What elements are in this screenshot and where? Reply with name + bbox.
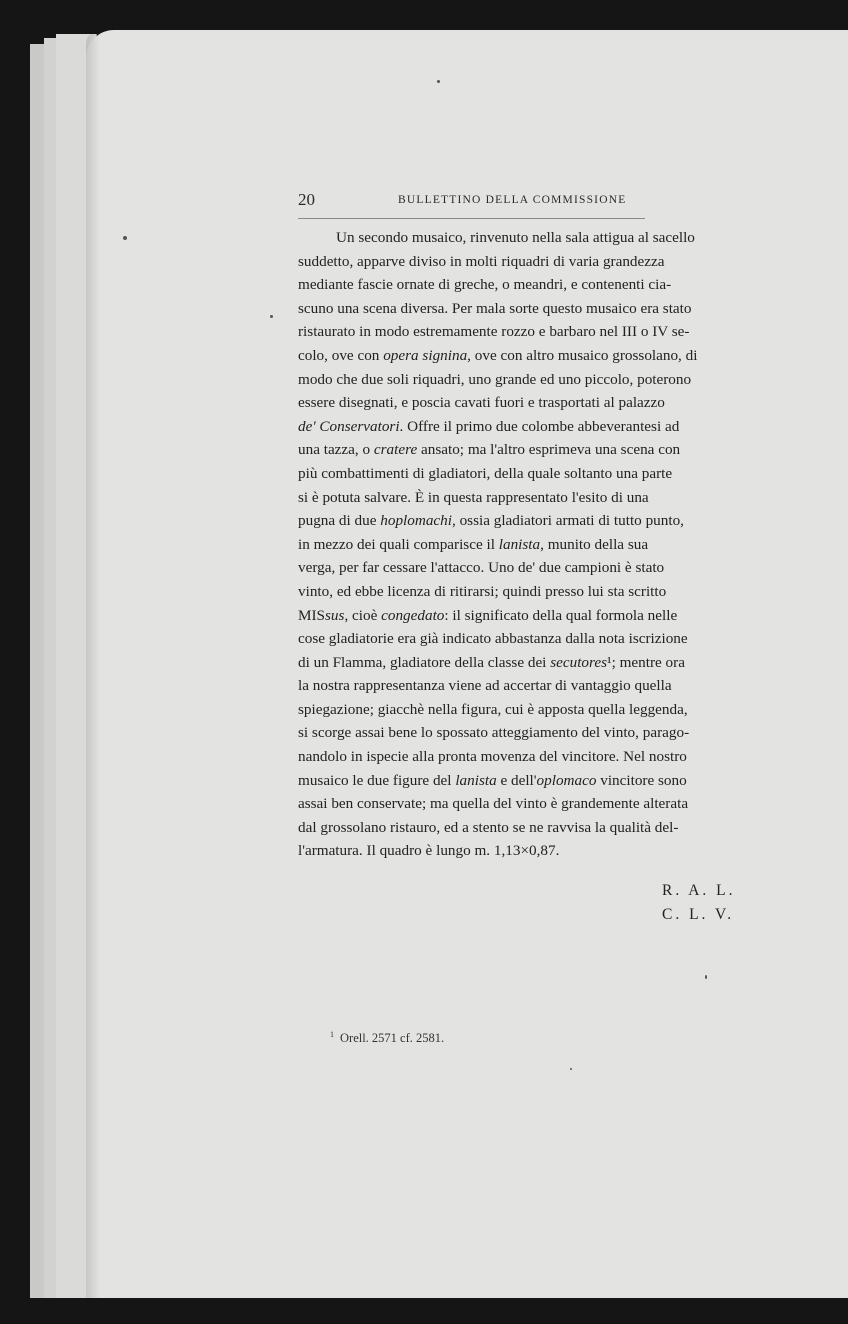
text-line: essere disegnati, e poscia cavati fuori e trasportati al palazzo — [298, 394, 665, 412]
text-line: una tazza, o cratere ansato; ma l'altro esprimeva una scena con — [298, 441, 681, 459]
text-line: cose gladiatorie era già indicato abbastanza dalla nota iscrizione — [298, 630, 688, 648]
text-line: si scorge assai bene lo spossato atteggiamento del vinto, parago- — [298, 724, 690, 742]
running-head — [298, 190, 643, 214]
text-line: più combattimenti di gladiatori, della quale soltanto una parte — [298, 464, 673, 482]
journal-title: BULLETTINO DELLA COMMISSIONE — [398, 194, 627, 206]
text-line: pugna di due hoplomachi, ossia gladiatori armati di tutto punto, — [298, 512, 684, 530]
footnote-text: Orell. 2571 cf. 2581. — [340, 1031, 445, 1046]
scan-speck — [705, 975, 707, 979]
author-initials — [662, 879, 736, 927]
text-line: musaico le due figure del lanista e dell'oplomaco vincitore sono — [298, 771, 687, 789]
text-line: MISsus, cioè congedato: il significato della qual formola nelle — [298, 606, 678, 624]
scan-speck — [270, 315, 273, 318]
text-line: di un Flamma, gladiatore della classe dei secutores¹; mentre ora — [298, 653, 685, 671]
header-rule — [298, 218, 645, 219]
text-line: vinto, ed ebbe licenza di ritirarsi; quindi presso lui sta scritto — [298, 582, 667, 600]
text-line: verga, per far cessare l'attacco. Uno de' due campioni è stato — [298, 559, 665, 577]
text-line: assai ben conservate; ma quella del vinto è grandemente alterata — [298, 795, 689, 813]
text-line: in mezzo dei quali comparisce il lanista, munito della sua — [298, 535, 649, 553]
text-line: nandolo in ispecie alla pronta movenza del vincitore. Nel nostro — [298, 748, 687, 766]
body-paragraph — [298, 226, 760, 863]
text-line: la nostra rappresentanza viene ad accertar di vantaggio quella — [298, 677, 672, 695]
text-line: modo che due soli riquadri, uno grande ed uno piccolo, poterono — [298, 370, 692, 388]
text-line: spiegazione; giacchè nella figura, cui è apposta quella leggenda, — [298, 700, 688, 718]
text-line: mediante fascie ornate di greche, o meandri, e contenenti cia- — [298, 276, 672, 294]
text-line: suddetto, apparve diviso in molti riquadri di varia grandezza — [298, 252, 665, 270]
signature-line: R. A. L. — [662, 882, 736, 899]
footnote — [330, 1030, 444, 1046]
text-line: dal grossolano ristauro, ed a stento se ne ravvisa la qualità del- — [298, 818, 679, 836]
footnote-mark: 1 — [330, 1030, 334, 1039]
text-line: scuno una scena diversa. Per mala sorte questo musaico era stato — [298, 299, 692, 317]
scan-speck — [570, 1068, 572, 1070]
signature-line: C. L. V. — [662, 906, 735, 923]
scan-speck — [437, 80, 440, 83]
text-line: ristaurato in modo estremamente rozzo e barbaro nel III o IV se- — [298, 323, 690, 341]
scan-speck — [123, 236, 127, 240]
text-line: si è potuta salvare. È in questa rappresentato l'esito di una — [298, 488, 649, 506]
text-line: colo, ove con opera signina, ove con altro musaico grossolano, di — [298, 346, 698, 364]
text-line: Un secondo musaico, rinvenuto nella sala attigua al sacello — [336, 229, 695, 246]
text-line: l'armatura. Il quadro è lungo m. 1,13×0,87. — [298, 842, 560, 860]
text-line: de' Conservatori. Offre il primo due colombe abbeverantesi ad — [298, 417, 680, 435]
page-number: 20 — [298, 190, 315, 209]
page-shadow — [86, 30, 100, 1298]
